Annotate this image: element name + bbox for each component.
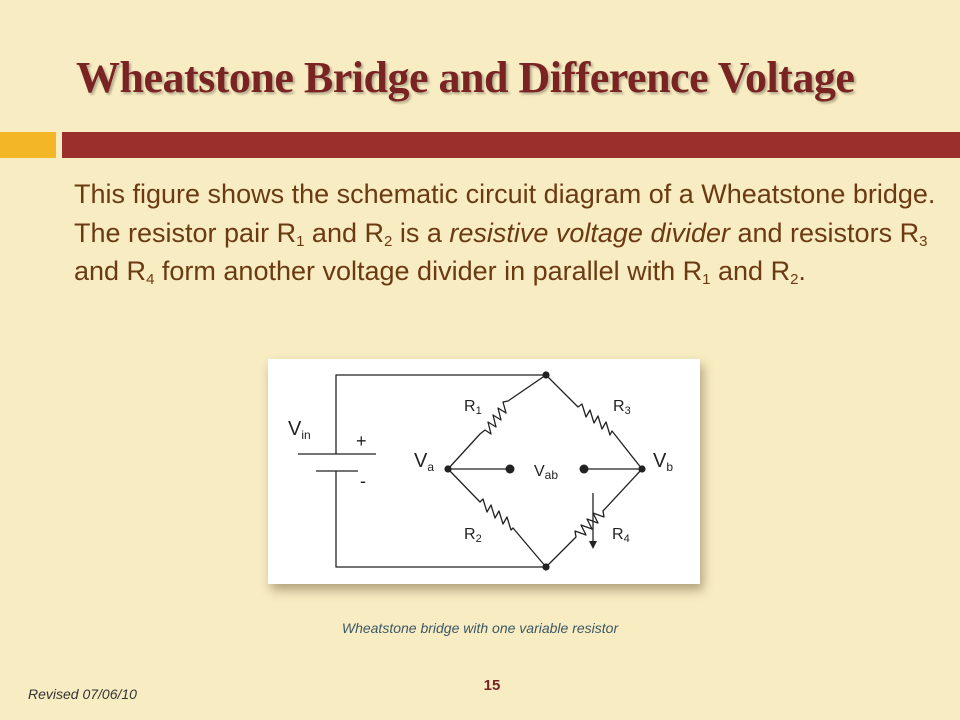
body-text-8: .	[798, 256, 806, 286]
body-text-3: is a	[392, 217, 450, 248]
wire-bottom-loop	[336, 471, 546, 567]
figure-caption: Wheatstone bridge with one variable resistor	[341, 620, 619, 636]
body-paragraph	[74, 175, 944, 291]
terminal-vab-right	[580, 465, 589, 474]
label-vab: Vab	[534, 463, 559, 482]
revision-date: Revised 07/06/10	[28, 686, 137, 702]
sub-6: 2	[790, 271, 799, 288]
label-r3: R3	[613, 398, 631, 417]
body-text-5: and R	[74, 256, 147, 286]
label-r1: R1	[464, 398, 482, 417]
page-number: 15	[483, 677, 501, 694]
body-text-7: and R	[710, 256, 791, 286]
label-r4: R4	[612, 526, 630, 545]
variable-resistor-arrowhead	[589, 541, 597, 549]
sub-5: 1	[702, 271, 711, 288]
sub-3: 3	[919, 232, 928, 250]
title-rule-accent	[0, 132, 56, 158]
body-text-6: form another voltage divider in parallel with R	[154, 256, 703, 286]
label-plus: +	[356, 431, 367, 451]
node-va	[444, 465, 451, 472]
label-vb: $V_b$	[653, 450, 674, 474]
node-top	[542, 371, 549, 378]
label-r2: R2	[464, 526, 482, 545]
terminal-vab-left	[506, 465, 515, 474]
resistor-r4	[546, 469, 642, 567]
wire-top-loop	[336, 375, 546, 454]
node-bottom	[542, 563, 549, 570]
node-vb	[638, 465, 645, 472]
label-minus: -	[360, 471, 366, 491]
body-text-2: and R	[304, 217, 384, 248]
sub-2: 2	[383, 232, 393, 250]
resistor-r2	[448, 469, 546, 567]
label-vin: $V_{in}$	[288, 418, 311, 442]
body-text-1: This figure shows the schematic circuit diagram of a Wheatstone bridge. The resistor pair R	[74, 179, 936, 248]
wheatstone-circuit-diagram	[268, 359, 700, 584]
emphasis-voltage-divider: resistive voltage divider	[449, 217, 730, 248]
resistor-r1	[448, 375, 546, 469]
sub-1: 1	[296, 232, 305, 250]
circuit-figure	[268, 359, 700, 584]
sub-4: 4	[146, 271, 155, 288]
label-va: $V_a$	[414, 450, 435, 474]
title-rule-bar	[62, 132, 960, 158]
slide-title: Wheatstone Bridge and Difference Voltage	[76, 53, 855, 102]
body-text-4: and resistors R	[730, 217, 920, 248]
resistor-r3	[546, 375, 642, 469]
